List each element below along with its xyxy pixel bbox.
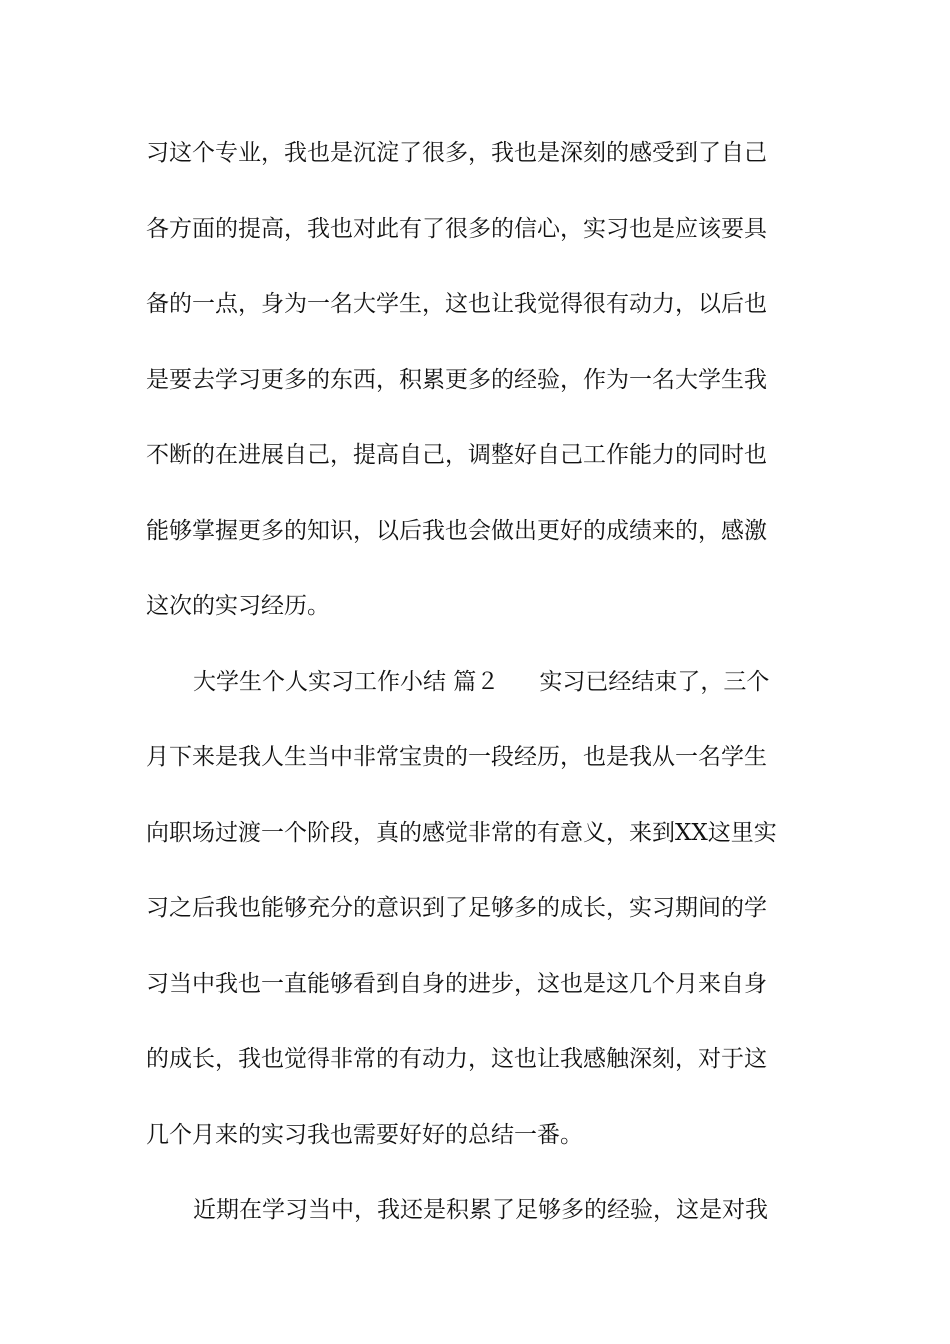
body-line: 近期在学习当中，我还是积累了足够多的经验，这是对我 (193, 1197, 768, 1223)
section-heading-title: 大学生个人实习工作小结 篇２ (193, 668, 500, 695)
body-line: 各方面的提高，我也对此有了很多的信心，实习也是应该要具 (146, 215, 767, 242)
section-heading-continuation: 实习已经结束了，三个 (539, 668, 770, 695)
body-line: 月下来是我人生当中非常宝贵的一段经历，也是我从一名学生 (146, 744, 767, 770)
body-line: 习之后我也能够充分的意识到了足够多的成长，实习期间的学 (146, 895, 767, 921)
body-line: 这次的实习经历。 (146, 593, 330, 619)
body-line: 几个月来的实习我也需要好好的总结一番。 (146, 1121, 583, 1148)
body-line: 是要去学习更多的东西，积累更多的经验，作为一名大学生我 (146, 366, 767, 393)
body-line: 能够掌握更多的知识，以后我也会做出更好的成绩来的，感激 (146, 517, 767, 544)
document-body (146, 130, 816, 1263)
body-line: 不断的在进展自己，提高自己，调整好自己工作能力的同时也 (146, 442, 767, 468)
section-heading-line (146, 659, 816, 735)
body-line: 习当中我也一直能够看到自身的进步，这也是这几个月来自身 (146, 970, 767, 997)
body-line: 习这个专业，我也是沉淀了很多，我也是深刻的感受到了自己 (146, 140, 767, 166)
body-line: 的成长，我也觉得非常的有动力，这也让我感触深刻，对于这 (146, 1046, 767, 1072)
body-line: 向职场过渡一个阶段，真的感觉非常的有意义，来到XX这里实 (146, 819, 777, 846)
body-line: 备的一点，身为一名大学生，这也让我觉得很有动力，以后也 (146, 291, 767, 317)
